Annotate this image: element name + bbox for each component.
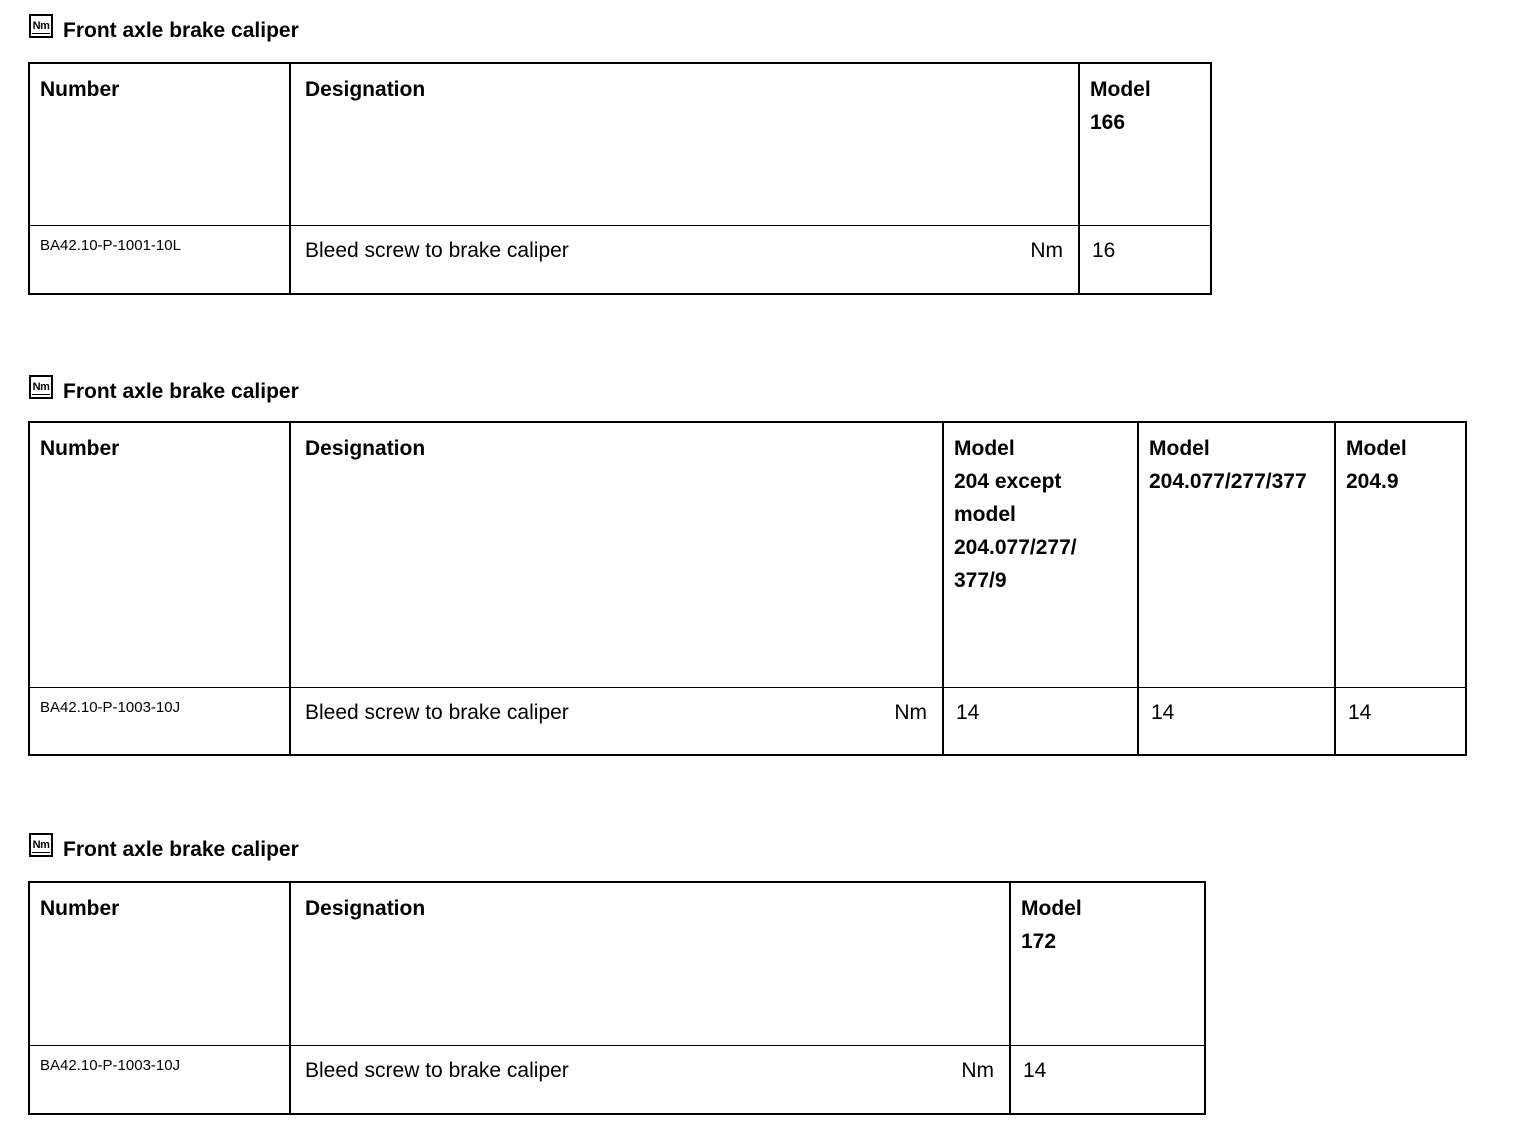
section-title-text: Front axle brake caliper — [63, 380, 299, 403]
table-row — [29, 225, 1211, 294]
cell-number: BA42.10-P-1001-10L — [29, 225, 290, 294]
header-designation: Designation — [290, 422, 943, 687]
cell-designation — [290, 687, 943, 755]
header-number: Number — [29, 422, 290, 687]
header-number: Number — [29, 63, 290, 225]
header-model: Model 204.9 — [1335, 422, 1466, 687]
torque-table — [28, 62, 1212, 295]
unit-text: Nm — [961, 1058, 994, 1082]
designation-text: Bleed screw to brake caliper — [305, 1058, 569, 1082]
table-header-row — [29, 882, 1205, 1045]
section-title-text: Front axle brake caliper — [63, 19, 299, 42]
header-number: Number — [29, 882, 290, 1045]
table-header-row — [29, 63, 1211, 225]
header-model: Model 172 — [1010, 882, 1205, 1045]
designation-text: Bleed screw to brake caliper — [305, 700, 569, 724]
cell-designation — [290, 1045, 1010, 1114]
cell-value: 14 — [1138, 687, 1335, 755]
cell-value: 14 — [1010, 1045, 1205, 1114]
designation-text: Bleed screw to brake caliper — [305, 238, 569, 262]
torque-nm-icon: Nm — [29, 833, 53, 857]
torque-nm-icon: Nm — [29, 14, 53, 38]
cell-designation — [290, 225, 1079, 294]
header-model: Model 204.077/277/377 — [1138, 422, 1335, 687]
cell-number: BA42.10-P-1003-10J — [29, 1045, 290, 1114]
unit-text: Nm — [1030, 238, 1063, 262]
table-row — [29, 1045, 1205, 1114]
cell-value: 14 — [943, 687, 1138, 755]
unit-text: Nm — [894, 700, 927, 724]
section-title-text: Front axle brake caliper — [63, 838, 299, 861]
cell-value: 16 — [1079, 225, 1211, 294]
table-row — [29, 687, 1466, 755]
header-model: Model 166 — [1079, 63, 1211, 225]
table-header-row — [29, 422, 1466, 687]
header-designation: Designation — [290, 63, 1079, 225]
cell-value: 14 — [1335, 687, 1466, 755]
header-designation: Designation — [290, 882, 1010, 1045]
torque-table — [28, 881, 1206, 1115]
section-title — [29, 835, 299, 865]
section-title — [29, 16, 299, 46]
section-title — [29, 377, 299, 407]
torque-nm-icon: Nm — [29, 375, 53, 399]
cell-number: BA42.10-P-1003-10J — [29, 687, 290, 755]
header-model: Model 204 except model 204.077/277/ 377/9 — [943, 422, 1138, 687]
torque-table — [28, 421, 1467, 756]
